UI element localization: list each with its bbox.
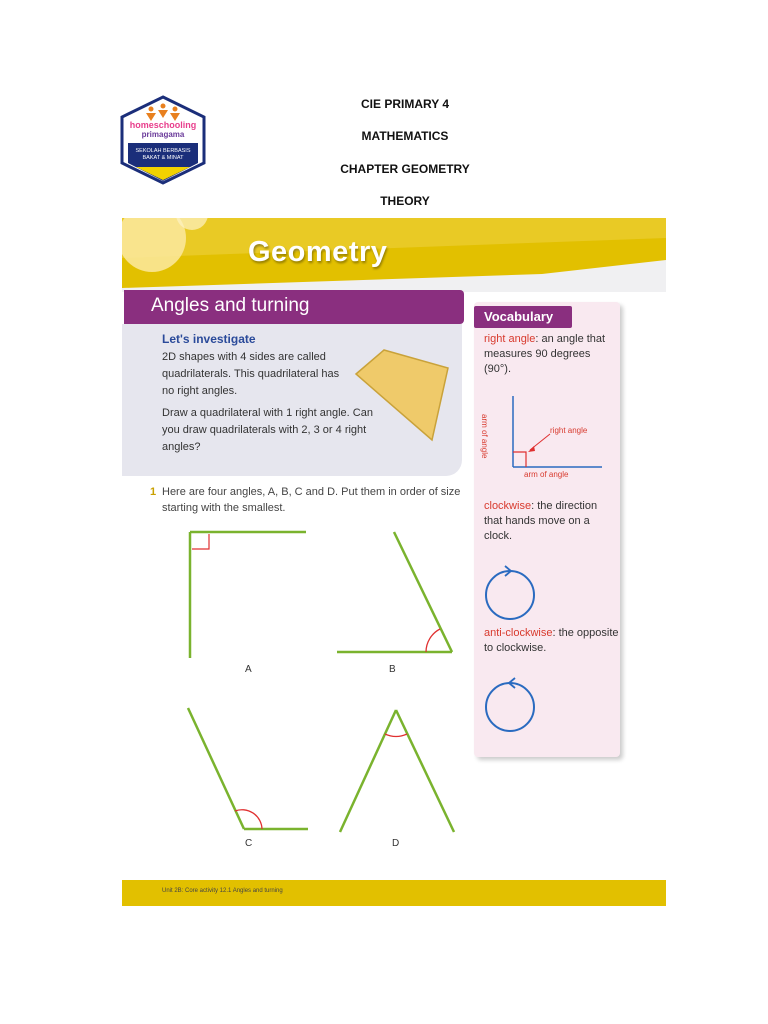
investigate-heading: Let's investigate (162, 332, 256, 346)
angle-label-c: C (245, 838, 253, 849)
page-subtitle: Angles and turning (151, 295, 310, 316)
vocabulary-panel (474, 302, 620, 757)
angle-c (188, 708, 308, 829)
anticlockwise-text: : the opposite to clockwise. (484, 627, 619, 654)
clockwise-definition (484, 499, 610, 544)
anticlockwise-term: anti-clockwise (484, 627, 553, 639)
svg-text:primagama: primagama (141, 130, 185, 139)
investigate-paragraph-1: 2D shapes with 4 sides are called quadrilaterals. This quadrilateral has no right angles. (162, 351, 340, 397)
clockwise-term: clockwise (484, 500, 532, 512)
svg-text:homeschooling: homeschooling (129, 120, 197, 130)
anticlockwise-definition (484, 626, 620, 656)
question-text: Here are four angles, A, B, C and D. Put them in order of size starting with the smallest. (162, 486, 461, 514)
footer-text: Unit 2B: Core activity 12.1 Angles and turning (162, 888, 283, 894)
right-angle-text: : an angle that measures 90 degrees (90°). (484, 333, 606, 375)
angle-label-d: D (392, 838, 400, 849)
diagram-arm-horizontal-label: arm of angle (524, 470, 569, 479)
page-footer (122, 880, 666, 906)
homeschooling-primagama-logo (118, 95, 208, 185)
angle-d (340, 710, 454, 832)
right-angle-term: right angle (484, 333, 536, 345)
svg-text:BAKAT & MINAT: BAKAT & MINAT (142, 155, 184, 161)
header-course: CIE PRIMARY 4 (360, 97, 450, 111)
diagram-arm-vertical-label: arm of angle (480, 414, 489, 459)
svg-text:SEKOLAH BERBASIS: SEKOLAH BERBASIS (135, 148, 191, 154)
header-subject: MATHEMATICS (361, 129, 449, 143)
diagram-right-angle-label: right angle (550, 426, 588, 435)
textbook-page (122, 218, 666, 906)
investigate-paragraph-2: Draw a quadrilateral with 1 right angle. Can you draw quadrilaterals with 2, 3 or 4 right angles? (162, 407, 373, 453)
angle-a (190, 532, 306, 658)
page-title: Geometry (248, 236, 388, 268)
clockwise-text: : the direction that hands move on a clock. (484, 500, 598, 542)
angle-label-a: A (245, 664, 252, 675)
angle-label-b: B (389, 664, 396, 675)
angle-b (337, 532, 452, 652)
header-chapter: CHAPTER GEOMETRY (340, 162, 470, 176)
header-section: THEORY (380, 194, 430, 208)
question-number: 1 (150, 486, 157, 498)
vocabulary-heading: Vocabulary (484, 309, 554, 324)
